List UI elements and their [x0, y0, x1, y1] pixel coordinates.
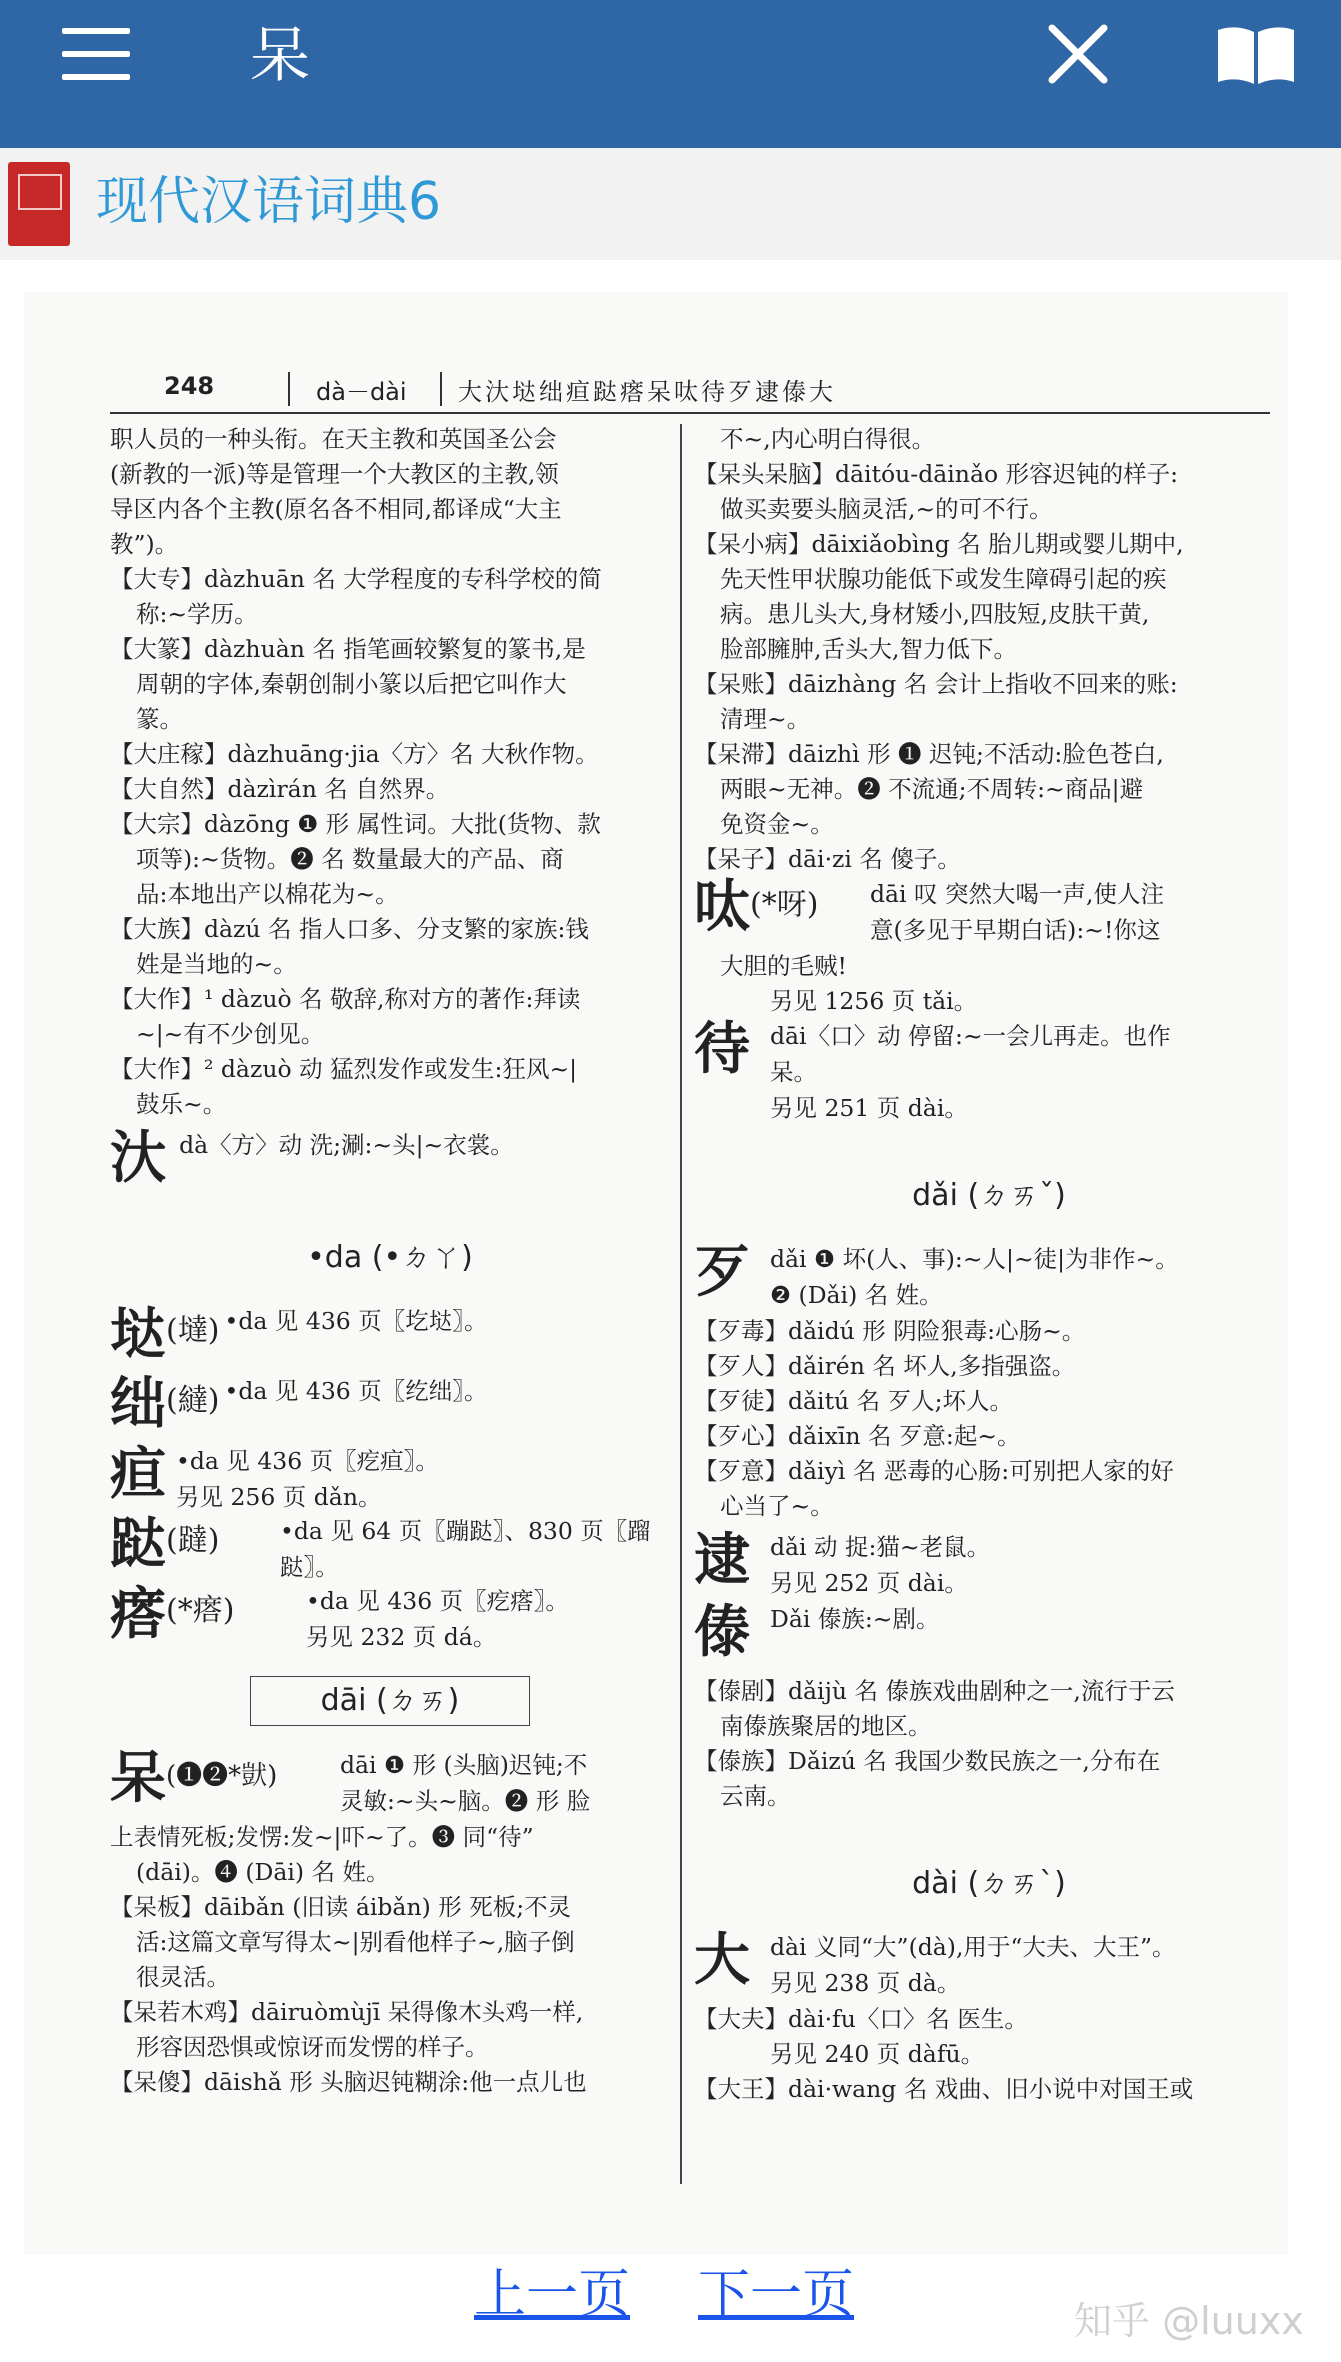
entry-line: 【傣族】Dǎizú 名 我国少数民族之一,分布在: [694, 1747, 1161, 1775]
headword-char: 呔: [694, 874, 750, 940]
pinyin-range: dà－dài: [316, 378, 407, 406]
entry-line: 【呆若木鸡】dāiruòmùjī 呆得像木头鸡一样,: [110, 1998, 584, 2026]
open-book-icon[interactable]: [1214, 22, 1298, 88]
headword-char: 跶: [110, 1511, 166, 1577]
section-heading: •da (•ㄉㄚ): [307, 1240, 473, 1275]
headword-entry: [694, 874, 1284, 949]
entry-line: 【呆账】dāizhàng 名 会计上指收不回来的账:: [694, 670, 1178, 698]
entry-line: 【呆板】dāibǎn (旧读 áibǎn) 形 死板;不灵: [110, 1893, 572, 1921]
running-head: [110, 372, 1270, 414]
entry-line: 形容因恐惧或惊讶而发愣的样子。: [136, 2033, 489, 2061]
traditional-form: (*瘩): [166, 1593, 235, 1628]
section-heading-box: [110, 1676, 670, 1726]
entry-line: 意(多见于早期白话):~!你这: [870, 916, 1161, 944]
entry-line: 灵敏:~头~脑。❷ 形 脸: [340, 1787, 591, 1815]
headword-char: 绌: [110, 1371, 166, 1437]
entry-line: dǎi 动 捉:猫~老鼠。: [770, 1533, 991, 1561]
headword-entry: [694, 1527, 1284, 1602]
entry-line: dāi ❶ 形 (头脑)迟钝;不: [340, 1751, 588, 1779]
dictionary-cover-icon: [8, 162, 70, 246]
headword-entry: [694, 1016, 1284, 1091]
entry-line: 导区内各个主教(原名各不相同,都译成“大主: [110, 495, 562, 523]
entry-line: 另见 1256 页 tǎi。: [770, 987, 978, 1015]
entry-line: 【呆小病】dāixiǎobìng 名 胎儿期或婴儿期中,: [694, 530, 1184, 558]
dictionary-name[interactable]: 现代汉语词典6: [96, 172, 442, 232]
headword-entry: [694, 1927, 1284, 2002]
left-column: [110, 422, 670, 2100]
dictionary-header: [0, 148, 1341, 260]
entry-line: 病。患儿头大,身材矮小,四肢短,皮肤干黄,: [720, 600, 1150, 628]
entry-line: 【呆子】dāi·zi 名 傻子。: [694, 845, 961, 873]
entry-line: 另见 240 页 dàfū。: [770, 2040, 985, 2068]
section-heading: dǎi (ㄉㄞˇ): [912, 1178, 1066, 1213]
entry-line: 【呆头呆脑】dāitóu-dāinǎo 形容迟钝的样子:: [694, 460, 1178, 488]
divider: [440, 372, 442, 406]
entry-line: dài 义同“大”(dà),用于“大夫、大王”。: [770, 1933, 1176, 1961]
page-number: 248: [164, 372, 215, 400]
headword-entry: [110, 1581, 670, 1654]
entry-line: 【大庄稼】dàzhuāng·jia〈方〉名 大秋作物。: [110, 740, 599, 768]
entry-line: 【歹毒】dǎidú 形 阴险狠毒:心肠~。: [694, 1317, 1086, 1345]
watermark: 知乎 @luuxx: [1074, 2299, 1304, 2343]
entry-line: dà〈方〉动 洗;涮:~头|~衣裳。: [179, 1131, 514, 1159]
entry-line: 称:~学历。: [136, 600, 258, 628]
column-divider: [680, 424, 682, 2184]
headword-entry: [694, 1239, 1284, 1314]
entry-line: 上表情死板;发愣:发~|吓~了。❸ 同“待”: [110, 1823, 534, 1851]
entry-line: •da 见 436 页〖疙疸〗。: [176, 1447, 439, 1475]
entry-line: 职人员的一种头衔。在天主教和英国圣公会: [110, 425, 557, 453]
headword-char: 歹: [694, 1239, 750, 1305]
entry-line: dāi 叹 突然大喝一声,使人注: [870, 880, 1164, 908]
entry-line: 【傣剧】dǎijù 名 傣族戏曲剧种之一,流行于云: [694, 1677, 1175, 1705]
entry-line: 两眼~无神。❷ 不流通;不周转:~商品|避: [720, 775, 1144, 803]
entry-line: 【大宗】dàzōng ❶ 形 属性词。大批(货物、款: [110, 810, 601, 838]
entry-line: 先天性甲状腺功能低下或发生障碍引起的疾: [720, 565, 1167, 593]
headword-char: 逮: [694, 1527, 750, 1593]
traditional-form: (*呀): [750, 887, 819, 922]
entry-line: dāi〈口〉动 停留:~一会儿再走。也作: [770, 1022, 1171, 1050]
section-heading: dài (ㄉㄞˋ): [912, 1866, 1066, 1901]
headword-char: 垯: [110, 1301, 166, 1367]
search-word-title: 呆: [250, 21, 310, 91]
entry-line: 脸部臃肿,舌头大,智力低下。: [720, 635, 1017, 663]
entry-line: 呆。: [770, 1058, 817, 1086]
dictionary-page-image: [24, 292, 1288, 2255]
headword-entry: [110, 1301, 670, 1374]
headword-char: 疸: [110, 1441, 166, 1507]
entry-line: 鼓乐~。: [136, 1090, 227, 1118]
entry-line: 很灵活。: [136, 1963, 230, 1991]
entry-line: 另见 251 页 dài。: [770, 1094, 968, 1122]
entry-line: 【大夫】dài·fu〈口〉名 医生。: [694, 2005, 1028, 2033]
entry-line: 【大王】dài·wang 名 戏曲、旧小说中对国王或: [694, 2075, 1194, 2103]
entry-line: 【歹徒】dǎitú 名 歹人;坏人。: [694, 1387, 1014, 1415]
headword-char: 待: [694, 1016, 750, 1082]
entry-line: •da 见 436 页〖纥绌〗。: [224, 1377, 488, 1405]
headword-entry: [110, 1441, 670, 1514]
section-heading: dāi (ㄉㄞ): [250, 1676, 531, 1726]
entry-line: ~|~有不少创见。: [136, 1020, 325, 1048]
entry-line: 品:本地出产以棉花为~。: [136, 880, 399, 908]
entry-line: (dāi)。❹ (Dāi) 名 姓。: [136, 1858, 390, 1886]
entry-line: 【大作】¹ dàzuò 名 敬辞,称对方的著作:拜读: [110, 985, 581, 1013]
prev-page-link[interactable]: 上一页: [474, 2265, 631, 2325]
entry-line: 跶〗。: [280, 1553, 339, 1581]
entry-line: 【大族】dàzú 名 指人口多、分支繁的家族:钱: [110, 915, 589, 943]
entry-line: 免资金~。: [720, 810, 834, 838]
entry-line: 另见 256 页 dǎn。: [176, 1483, 382, 1511]
entry-line: 【大自然】dàzìrán 名 自然界。: [110, 775, 450, 803]
headword-char: 呆: [110, 1745, 166, 1811]
entry-line: •da 见 64 页〖蹦跶〗、830 页〖蹓: [280, 1517, 651, 1545]
entry-line: 【歹心】dǎixīn 名 歹意:起~。: [694, 1422, 1021, 1450]
traditional-form: (躂): [166, 1523, 220, 1558]
traditional-form: (繨): [166, 1383, 220, 1418]
entry-line: 项等):~货物。❷ 名 数量最大的产品、商: [136, 845, 564, 873]
entry-line: 大胆的毛贼!: [720, 952, 847, 980]
entry-line: 云南。: [720, 1782, 791, 1810]
headword-entry: [694, 1599, 1284, 1674]
entry-line: 做买卖要头脑灵活,~的可不行。: [720, 495, 1053, 523]
divider: [288, 372, 290, 406]
entry-line: 【呆傻】dāishǎ 形 头脑迟钝糊涂:他一点儿也: [110, 2068, 587, 2096]
entry-line: 【歹人】dǎirén 名 坏人,多指强盗。: [694, 1352, 1076, 1380]
app-bar: [0, 0, 1341, 148]
entry-line: •da 见 436 页〖疙瘩〗。: [306, 1587, 569, 1615]
headword-entry: [110, 1371, 670, 1444]
entry-line: 不~,内心明白得很。: [720, 425, 936, 453]
entry-line: 【歹意】dǎiyì 名 恶毒的心肠:可别把人家的好: [694, 1457, 1174, 1485]
entry-line: ❷ (Dǎi) 名 姓。: [770, 1281, 943, 1309]
entry-line: 教”)。: [110, 530, 179, 558]
entry-line: 【大篆】dàzhuàn 名 指笔画较繁复的篆书,是: [110, 635, 586, 663]
entry-line: 篆。: [136, 705, 183, 733]
traditional-form: (❶❷*獃): [166, 1761, 278, 1791]
head-characters: 大汏垯绌疸跶瘩呆呔待歹逮傣大: [458, 378, 836, 406]
headword-entry: [110, 1745, 670, 1820]
headword-entry: [110, 1125, 670, 1191]
entry-line: 心当了~。: [720, 1492, 834, 1520]
entry-line: 南傣族聚居的地区。: [720, 1712, 932, 1740]
next-page-link[interactable]: 下一页: [698, 2265, 855, 2325]
entry-line: 另见 238 页 dà。: [770, 1969, 961, 1997]
hamburger-menu-icon[interactable]: [62, 28, 130, 80]
entry-line: 清理~。: [720, 705, 811, 733]
entry-line: 姓是当地的~。: [136, 950, 297, 978]
entry-line: 【大作】² dàzuò 动 猛烈发作或发生:狂风~|: [110, 1055, 578, 1083]
entry-line: 【呆滞】dāizhì 形 ❶ 迟钝;不活动:脸色苍白,: [694, 740, 1164, 768]
entry-line: 【大专】dàzhuān 名 大学程度的专科学校的简: [110, 565, 602, 593]
entry-line: •da 见 436 页〖圪垯〗。: [224, 1307, 488, 1335]
entry-line: 活:这篇文章写得太~|别看他样子~,脑子倒: [136, 1928, 575, 1956]
entry-line: Dǎi 傣族:~剧。: [770, 1605, 940, 1633]
headword-char: 傣: [694, 1599, 750, 1665]
headword-char: 瘩: [110, 1581, 166, 1647]
right-column: [694, 422, 1284, 2107]
entry-line: 周朝的字体,秦朝创制小篆以后把它叫作大: [136, 670, 567, 698]
entry-line: dǎi ❶ 坏(人、事):~人|~徒|为非作~。: [770, 1245, 1179, 1273]
headword-char: 汏: [110, 1125, 166, 1191]
headword-char: 大: [694, 1927, 750, 1993]
traditional-form: (墶): [166, 1313, 220, 1348]
entry-line: 另见 232 页 dá。: [306, 1623, 497, 1651]
entry-line: (新教的一派)等是管理一个大教区的主教,领: [110, 460, 559, 488]
close-icon[interactable]: [1046, 22, 1110, 86]
headword-entry: [110, 1511, 670, 1584]
entry-line: 另见 252 页 dài。: [770, 1569, 968, 1597]
